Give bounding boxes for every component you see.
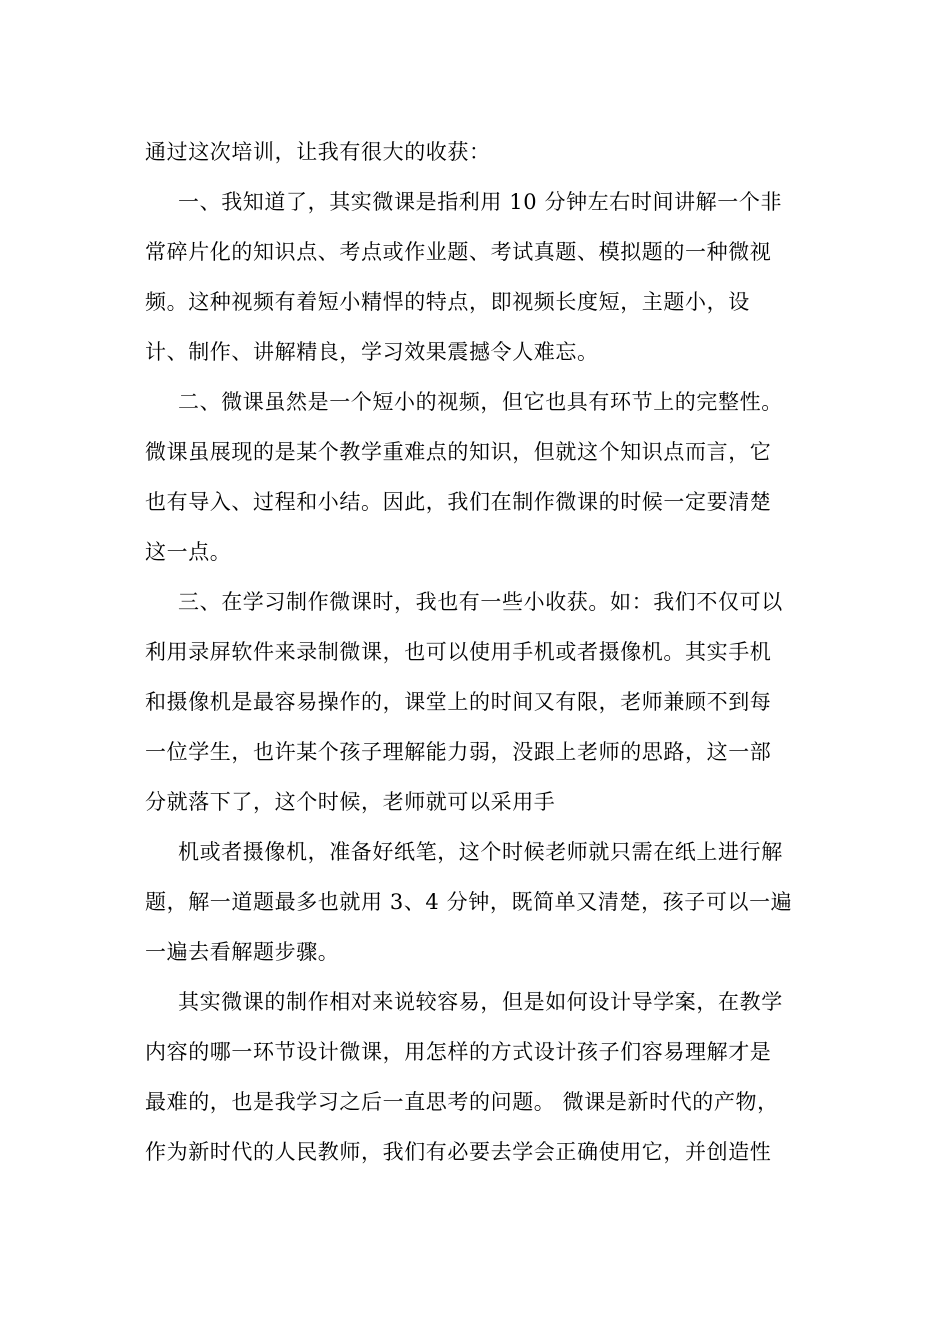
text-line-21: 作为新时代的人民教师，我们有必要去学会正确使用它，并创造性 (145, 1140, 772, 1164)
text-line-1: 通过这次培训，让我有很大的收获： (145, 140, 491, 164)
text-line-14: 分就落下了，这个时候，老师就可以采用手 (145, 790, 556, 814)
text-line-16: 题，解一道题最多也就用 3、4 分钟，既简单又清楚，孩子可以一遍 (145, 890, 793, 914)
text-line-6: 二、微课虽然是一个短小的视频，但它也具有环节上的完整性。 (178, 390, 783, 414)
text-line-5: 计、制作、讲解精良，学习效果震撼令人难忘。 (145, 340, 599, 364)
text-line-20: 最难的，也是我学习之后一直思考的问题。 微课是新时代的产物， (145, 1090, 779, 1114)
text-line-12: 和摄像机是最容易操作的，课堂上的时间又有限，老师兼顾不到每 (145, 690, 772, 714)
text-line-2: 一、我知道了，其实微课是指利用 10 分钟左右时间讲解一个非 (178, 190, 783, 214)
text-line-18: 其实微课的制作相对来说较容易，但是如何设计导学案，在教学 (178, 990, 783, 1014)
text-line-11: 利用录屏软件来录制微课，也可以使用手机或者摄像机。其实手机 (145, 640, 772, 664)
text-line-3: 常碎片化的知识点、考点或作业题、考试真题、模拟题的一种微视 (145, 240, 772, 264)
text-line-19: 内容的哪一环节设计微课，用怎样的方式设计孩子们容易理解才是 (145, 1040, 772, 1064)
text-line-9: 这一点。 (145, 540, 232, 564)
text-line-13: 一位学生，也许某个孩子理解能力弱，没跟上老师的思路，这一部 (145, 740, 772, 764)
text-line-10: 三、在学习制作微课时，我也有一些小收获。如：我们不仅可以 (178, 590, 783, 614)
text-line-15: 机或者摄像机，准备好纸笔，这个时候老师就只需在纸上进行解 (178, 840, 783, 864)
text-line-4: 频。这种视频有着短小精悍的特点，即视频长度短，主题小，设 (145, 290, 750, 314)
text-line-8: 也有导入、过程和小结。因此，我们在制作微课的时候一定要清楚 (145, 490, 772, 514)
text-line-17: 一遍去看解题步骤。 (145, 940, 340, 964)
text-line-7: 微课虽展现的是某个教学重难点的知识，但就这个知识点而言，它 (145, 440, 772, 464)
